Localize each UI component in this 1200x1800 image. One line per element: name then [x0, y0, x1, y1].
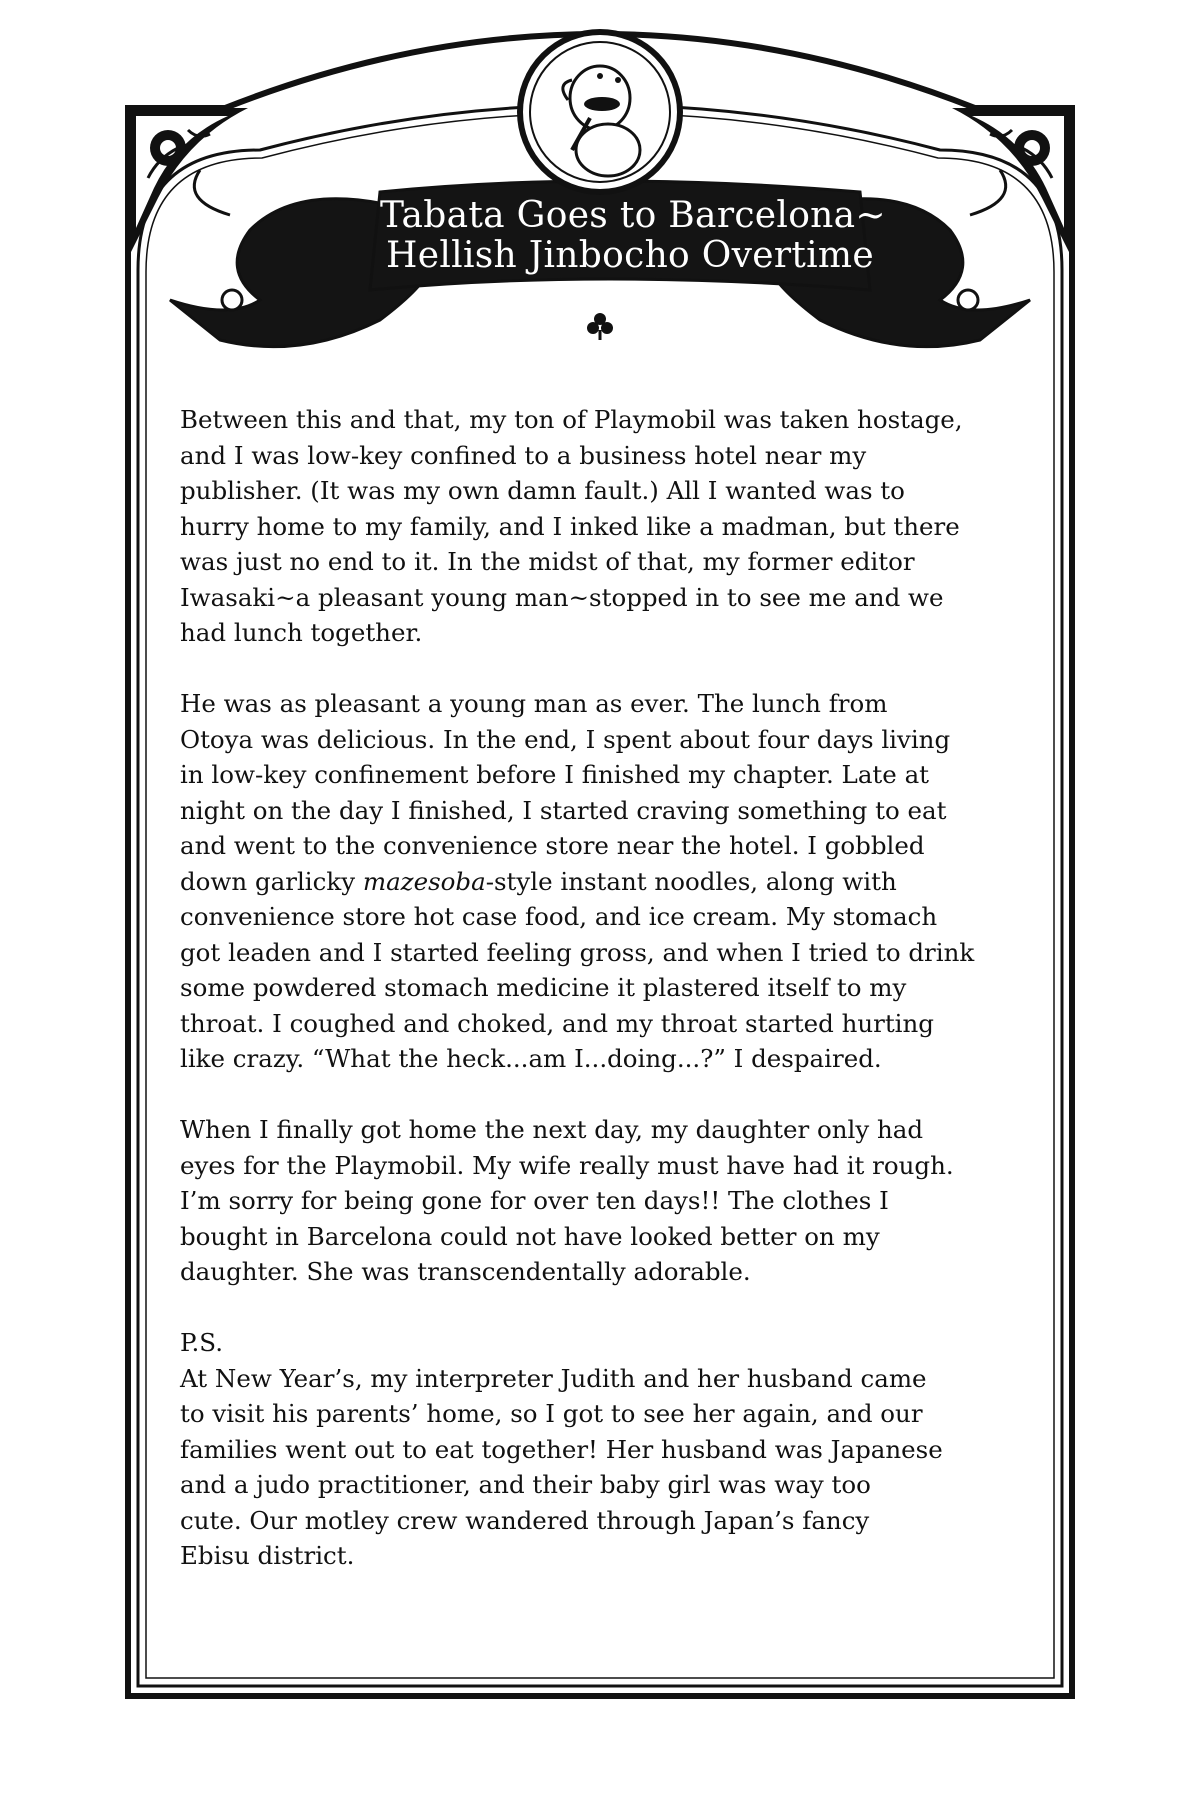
paragraph-2-italic-term: mazesoba	[362, 866, 486, 896]
paragraph-2-end: -style instant noodles, along with convenience store hot case food, and ice cream. My stomach got leaden and I started feeling gross, and when I tried to drink some powdered stomach medicine it plastered itself to my throat. I coughed and choked, and my throat started hurting like crazy. “What the heck...am I...doing...?” I despaired.	[180, 866, 975, 1073]
duck-mascot-icon	[520, 32, 680, 192]
paragraph-1: Between this and that, my ton of Playmobil was taken hostage, and I was low-key confined to a business hotel near my publisher. (It was my own damn fault.) All I wanted was to hurry home to my family, and I inked like a madman, but there was just no end to it. In the midst of that, my former editor Iwasaki~a pleasant young man~stopped in to see me and we had lunch together.	[180, 405, 963, 647]
paragraph-3: When I finally got home the next day, my daughter only had eyes for the Playmobil. My wife really must have had it rough. I’m sorry for being gone for over ten days!! The clothes I bought in Barcelona could not have looked better on my daughter. She was transcendentally adorable.	[180, 1115, 954, 1286]
paragraph-2-start: He was as pleasant a young man as ever. The lunch from Otoya was delicious. In the end, I spent about four days living in low-key confinement before I finished my chapter. Late at night on the day I finished, I started craving something to eat and went to the convenience store near the hotel. I gobbled down garlicky	[180, 689, 951, 896]
ps-label: P.S.	[180, 1328, 224, 1357]
floral-corner-ornament-icon	[128, 108, 248, 258]
body-text	[180, 402, 1060, 1609]
clover-ornament-icon	[587, 313, 613, 340]
paragraph-4: At New Year’s, my interpreter Judith and her husband came to visit his parents’ home, so I got to see her again, and our families went out to eat together! Her husband was Japanese and a judo practitioner, and their baby girl was way too cute. Our motley crew wandered through Japan’s fancy Ebisu district.	[180, 1363, 943, 1570]
page-title-line-1: Tabata Goes to Barcelona~	[380, 195, 886, 236]
paragraph-2	[180, 686, 1060, 1077]
page-title-line-2: Hellish Jinbocho Overtime	[386, 235, 874, 276]
floral-corner-ornament-icon	[952, 108, 1072, 258]
